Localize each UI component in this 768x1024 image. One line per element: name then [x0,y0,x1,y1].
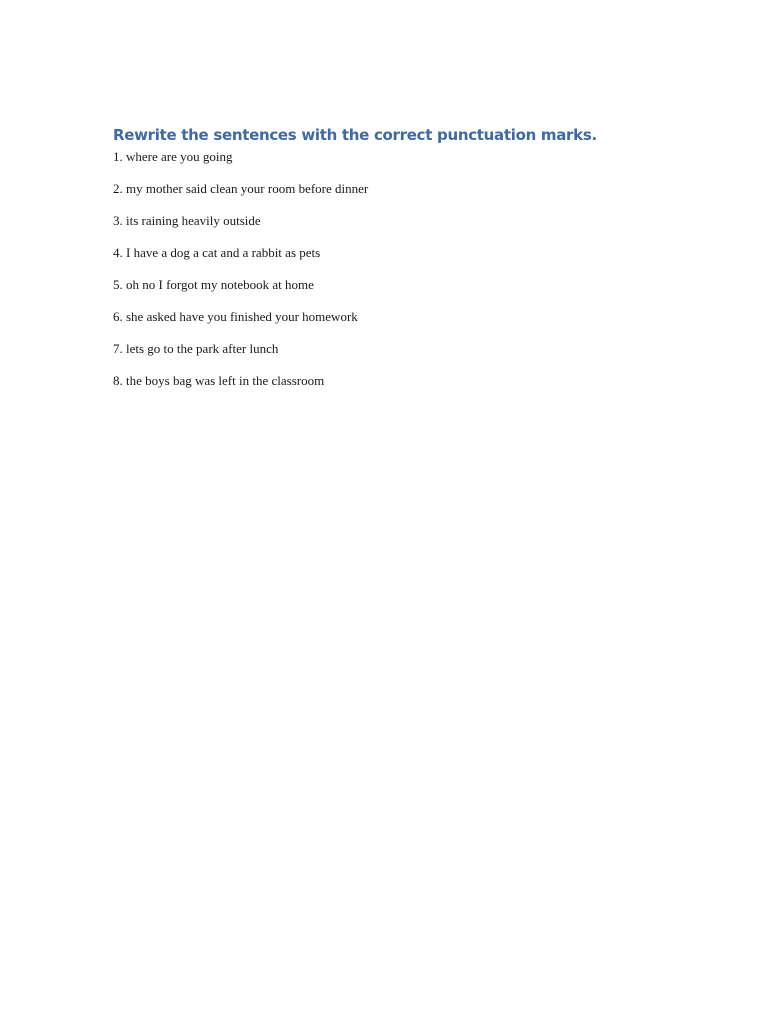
sentence-item-5: 5. oh no I forgot my notebook at home [113,277,314,292]
sentence-item-6: 6. she asked have you finished your homework [113,309,358,324]
sentence-item-4: 4. I have a dog a cat and a rabbit as pets [113,245,321,260]
sentence-list [113,147,673,391]
sentence-item-7: 7. lets go to the park after lunch [113,341,279,356]
sentence-item-3: 3. its raining heavily outside [113,213,261,228]
sentence-item-8: 8. the boys bag was left in the classroom [113,373,325,388]
worksheet-page [113,124,673,391]
worksheet-title: Rewrite the sentences with the correct punctuation marks. [113,126,597,144]
sentence-item-1: 1. where are you going [113,149,233,164]
sentence-item-2: 2. my mother said clean your room before dinner [113,181,369,196]
